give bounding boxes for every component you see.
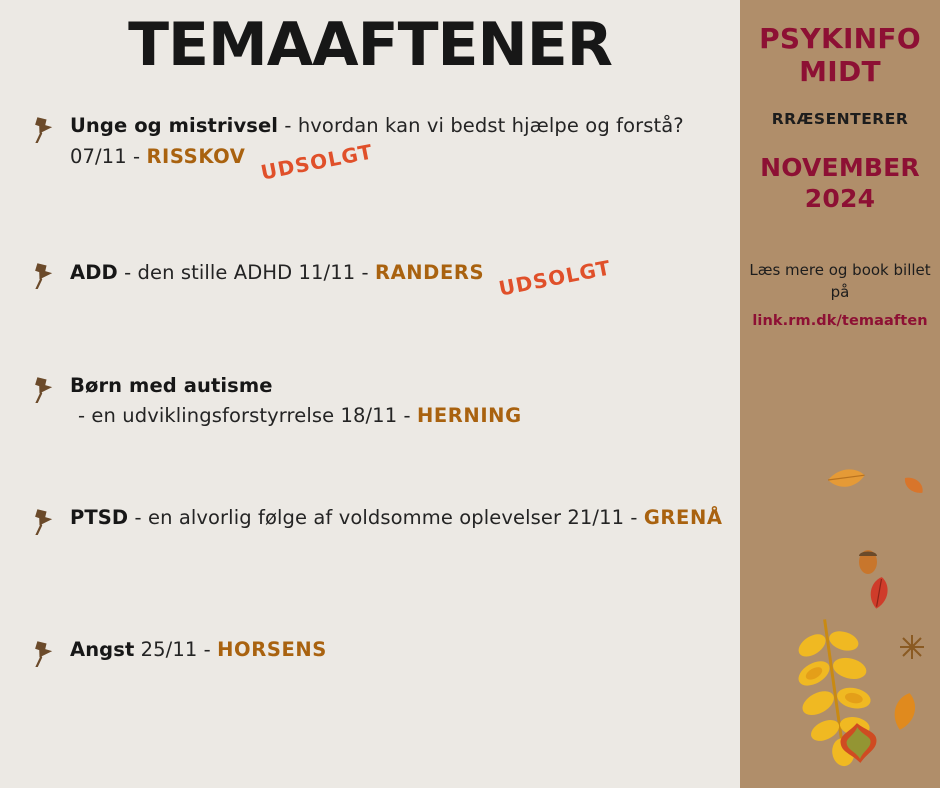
list-item bbox=[28, 635, 740, 685]
list-item bbox=[28, 371, 740, 467]
event-description: 25/11 - bbox=[134, 638, 218, 661]
event-title: ADD bbox=[70, 261, 118, 284]
event-city: RISSKOV bbox=[146, 144, 246, 168]
status-badge: UDSOLGT bbox=[258, 139, 375, 185]
sidebar bbox=[740, 0, 940, 788]
month-label: NOVEMBER bbox=[760, 153, 920, 183]
year-label: 2024 bbox=[804, 184, 876, 214]
presents-label: RRÆSENTERER bbox=[771, 110, 909, 129]
leaf-icon bbox=[901, 475, 926, 495]
event-city: HERNING bbox=[416, 403, 522, 427]
pushpin-icon bbox=[28, 505, 58, 535]
brand-name bbox=[740, 22, 940, 88]
leaf-icon bbox=[868, 576, 890, 610]
event-text bbox=[70, 503, 740, 533]
event-city: HORSENS bbox=[217, 638, 327, 661]
acorn-icon bbox=[859, 550, 877, 574]
pushpin-icon bbox=[28, 637, 58, 667]
event-text bbox=[70, 111, 740, 185]
event-description: - en udviklingsforstyrrelse 18/11 - bbox=[78, 403, 417, 427]
date-block bbox=[740, 152, 940, 215]
list-item bbox=[28, 111, 740, 221]
event-description: - hvordan kan vi bedst hjælpe og forstå? 07/11 - bbox=[70, 114, 684, 168]
event-list bbox=[0, 111, 740, 685]
event-description: - den stille ADHD 11/11 - bbox=[117, 261, 375, 284]
booking-link[interactable]: link.rm.dk/temaaften bbox=[752, 312, 928, 329]
event-city: GRENÅ bbox=[643, 506, 723, 529]
event-description-line bbox=[70, 401, 740, 431]
leaf-icon bbox=[839, 722, 878, 765]
event-description: - en alvorlig følge af voldsomme oplevelser 21/11 - bbox=[128, 506, 644, 529]
booking-info bbox=[740, 259, 940, 333]
pushpin-icon bbox=[28, 113, 58, 143]
status-badge: UDSOLGT bbox=[496, 255, 614, 301]
leaf-icon bbox=[890, 691, 919, 733]
list-item bbox=[28, 257, 740, 335]
brand-line-1: PSYKINFO bbox=[759, 22, 921, 55]
event-title: Børn med autisme bbox=[70, 374, 273, 397]
pushpin-icon bbox=[28, 259, 58, 289]
star-anise-icon bbox=[900, 635, 924, 659]
list-item bbox=[28, 503, 740, 599]
event-title: Angst bbox=[70, 638, 135, 661]
event-text bbox=[70, 635, 740, 665]
event-title: Unge og mistrivsel bbox=[70, 114, 279, 137]
booking-text: Læs mere og book billet på bbox=[749, 260, 931, 302]
event-city: RANDERS bbox=[374, 261, 485, 284]
page-title: TEMAAFTENER bbox=[128, 10, 612, 80]
event-text bbox=[70, 255, 740, 301]
event-title: PTSD bbox=[70, 506, 129, 529]
pushpin-icon bbox=[28, 373, 58, 403]
leaf-icon bbox=[787, 614, 882, 771]
event-text bbox=[70, 371, 740, 430]
leaf-icon bbox=[827, 464, 867, 493]
brand-line-2: MIDT bbox=[799, 55, 881, 89]
